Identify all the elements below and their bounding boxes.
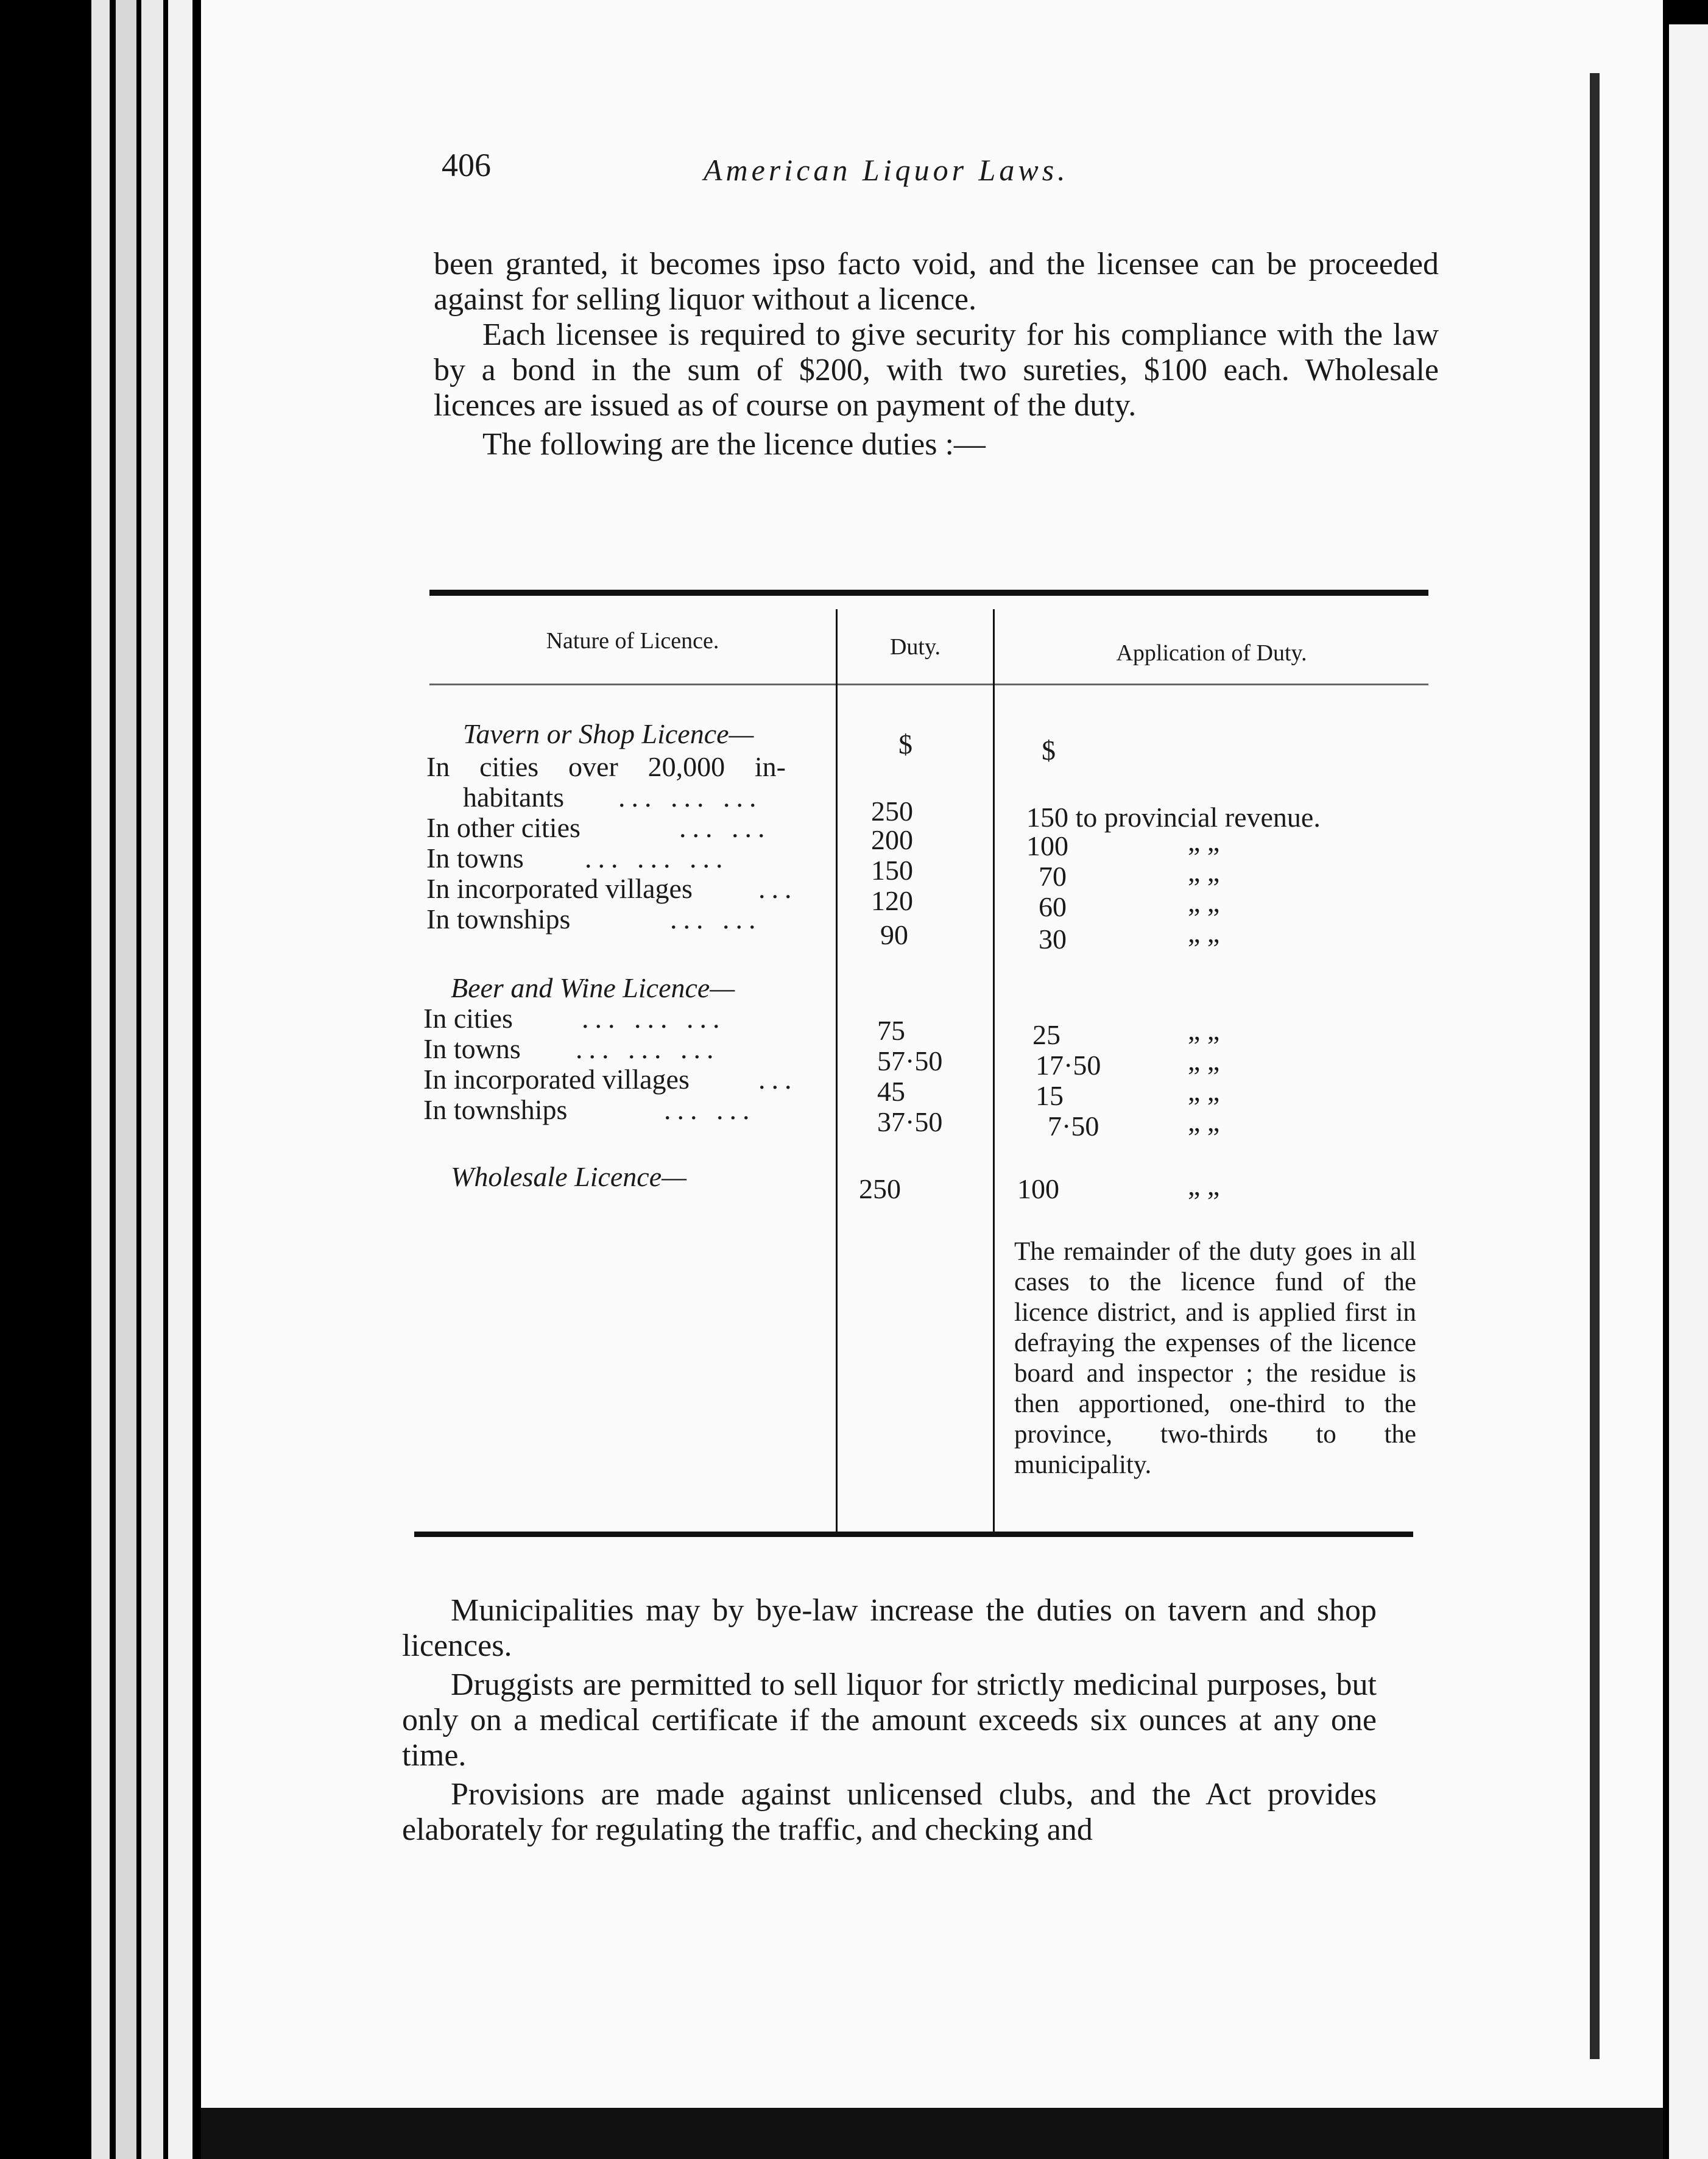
leader-dots: ... ...: [664, 1094, 756, 1125]
table-header-rule: [429, 684, 1428, 685]
ditto-marks: ” ”: [1188, 933, 1220, 964]
ditto-marks: ” ”: [1188, 1091, 1220, 1122]
application-value: 7·50: [1048, 1111, 1099, 1142]
application-value: 15: [1036, 1080, 1064, 1111]
application-value: 60: [1039, 891, 1067, 922]
paragraph: Each licensee is required to give security for his compliance with the law by a bond in the sum of $200, with two sureties, $100 each. Wholesale licences are issued as of course on payment of the duty.: [434, 317, 1439, 423]
row-label: In townships: [426, 903, 571, 935]
column-header-application: Application of Duty.: [1116, 640, 1307, 666]
application-value: 150 to provincial revenue.: [1026, 802, 1321, 833]
section-title: Beer and Wine Licence—: [451, 972, 735, 1003]
page-edge: [91, 0, 110, 2159]
row-label: In towns: [423, 1033, 521, 1064]
section-title: Wholesale Licence—: [451, 1161, 687, 1192]
page-edge: [168, 0, 192, 2159]
paragraph: been granted, it becomes ipso facto void, and the licensee can be proceeded against for selling liquor without a licence.: [434, 247, 1439, 317]
row-label: In townships: [423, 1094, 568, 1125]
duty-value: 120: [871, 885, 913, 916]
duty-value: 250: [859, 1173, 901, 1204]
ditto-marks: ” ”: [1188, 1122, 1220, 1153]
leader-dots: ... ... ...: [576, 1033, 720, 1064]
leader-dots: ... ...: [670, 903, 762, 935]
ditto-marks: ” ”: [1188, 902, 1220, 933]
ditto-marks: ” ”: [1188, 841, 1220, 872]
ditto-marks: ” ”: [1188, 1186, 1220, 1217]
column-header-nature: Nature of Licence.: [546, 628, 719, 654]
application-value: 100: [1017, 1173, 1059, 1204]
application-value: 17·50: [1036, 1050, 1101, 1081]
running-title: American Liquor Laws.: [704, 153, 1069, 187]
duty-value: 57·50: [877, 1045, 943, 1076]
page-gutter-shadow: [1590, 73, 1600, 2059]
leader-dots: ... ... ...: [582, 1003, 726, 1034]
leader-dots: ... ... ...: [585, 843, 729, 874]
application-value: 100: [1026, 830, 1068, 861]
table-top-rule: [429, 590, 1428, 596]
row-label: In other cities: [426, 812, 581, 843]
duty-value: 75: [877, 1015, 905, 1046]
column-header-duty: Duty.: [889, 634, 941, 660]
table-bottom-rule: [414, 1532, 1413, 1537]
page-edge: [141, 0, 163, 2159]
application-value: 25: [1032, 1019, 1060, 1050]
duty-value: 250: [871, 796, 913, 827]
page-bottom-shadow: [201, 2108, 1663, 2159]
page-number: 406: [442, 147, 491, 183]
body-text-top: [434, 247, 1439, 462]
row-label: In incorporated villages: [426, 873, 693, 904]
paragraph: The following are the licence duties :—: [482, 427, 986, 462]
page-edge: [116, 0, 136, 2159]
page-header: [442, 146, 1355, 201]
application-value: 30: [1039, 924, 1067, 955]
leader-dots: ...: [758, 873, 798, 904]
column-divider: [836, 609, 838, 1535]
duty-value: 37·50: [877, 1106, 943, 1137]
leader-dots: ... ...: [679, 812, 771, 843]
application-currency: $: [1042, 735, 1056, 766]
application-value: 70: [1039, 861, 1067, 892]
duty-currency: $: [898, 729, 912, 760]
section-title: Tavern or Shop Licence—: [463, 718, 754, 749]
facing-page-edge: [1669, 24, 1708, 2159]
leader-dots: ...: [758, 1064, 798, 1095]
paragraph: Druggists are permitted to sell liquor for strictly medicinal purposes, but only on a medical certificate if the amount exceeds six ounces at any one time.: [402, 1667, 1377, 1773]
paragraph: Provisions are made against unlicensed clubs, and the Act provides elaborately for regulating the traffic, and checking and: [402, 1777, 1377, 1847]
duty-value: 150: [871, 855, 913, 886]
row-label: In cities over 20,000 in-: [426, 751, 786, 782]
row-label: In cities: [423, 1003, 513, 1034]
row-label: In towns: [426, 843, 524, 874]
ditto-marks: ” ”: [1188, 872, 1220, 903]
ditto-marks: ” ”: [1188, 1061, 1220, 1092]
column-divider: [993, 609, 995, 1535]
duty-value: 200: [871, 824, 913, 855]
table-note: The remainder of the duty goes in all cases to the licence fund of the licence district, and is applied first in defraying the expenses of the licence board and inspector ; the residue is then apportioned, one-third to the province, two-thirds to the municipality.: [1014, 1237, 1416, 1479]
row-label: In incorporated villages: [423, 1064, 690, 1095]
row-label: habitants: [463, 782, 565, 813]
duty-value: 90: [880, 919, 908, 950]
leader-dots: ... ... ...: [618, 782, 763, 813]
body-text-bottom: [402, 1593, 1377, 1848]
duty-value: 45: [877, 1076, 905, 1107]
ditto-marks: ” ”: [1188, 1030, 1220, 1061]
paragraph: Municipalities may by bye-law increase the duties on tavern and shop licences.: [402, 1593, 1377, 1663]
